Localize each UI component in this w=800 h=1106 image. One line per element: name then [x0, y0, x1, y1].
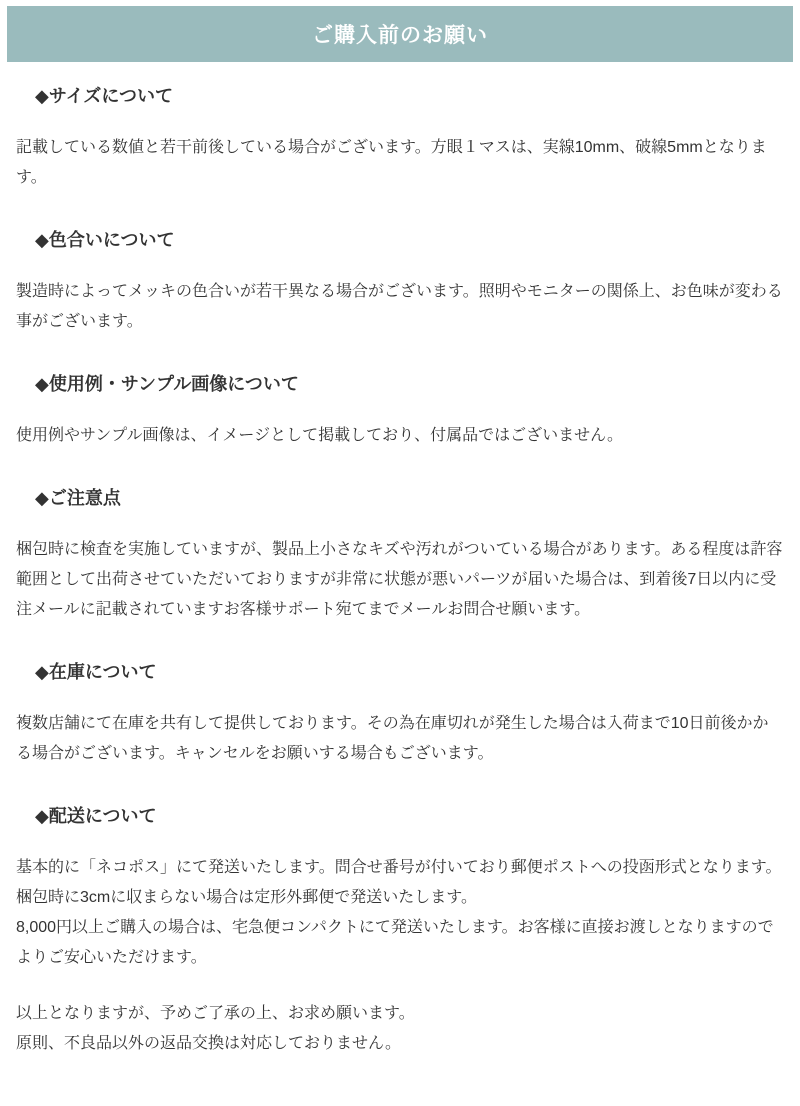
section-caution — [0, 487, 800, 625]
section-paragraph-color: 製造時によってメッキの色合いが若干異なる場合がございます。照明やモニターの関係上、お色味が変わる事がございます。 — [16, 283, 783, 330]
shipping-text-nekopos: 基本的に「ネコポス」にて発送いたします。問合せ番号が付いており郵便ポストへの投函形式となります。梱包時に3cmに収まらない場合は定形外郵便で発送いたします。 — [16, 859, 782, 906]
closing-line-acknowledgement: 以上となりますが、予めご了承の上、お求め願います。 — [16, 1005, 415, 1022]
section-paragraph-stock: 複数店舗にて在庫を共有して提供しております。その為在庫切れが発生した場合は入荷まで10日前後かかる場合がございます。キャンセルをお願いする場合もございます。 — [16, 715, 769, 762]
section-paragraph-caution: 梱包時に検査を実施していますが、製品上小さなキズや汚れがついている場合があります。ある程度は許容範囲として出荷させていただいておりますが非常に状態が悪いパーツが届いた場合は、到着後7日以内に受注メールに記載されていますお客様サポート宛てまでメールお問合せ願います。 — [16, 541, 783, 618]
section-heading-color: ◆色合いについて — [35, 230, 175, 250]
section-sample-images — [0, 373, 800, 451]
closing-line-returns-policy: 原則、不良品以外の返品交換は対応しておりません。 — [16, 1035, 401, 1052]
section-color — [0, 229, 800, 337]
section-heading-shipping: ◆配送について — [35, 806, 157, 826]
section-heading-size: ◆サイズについて — [35, 86, 174, 106]
section-paragraph-shipping — [16, 853, 784, 973]
closing-note — [16, 999, 784, 1059]
section-heading-caution: ◆ご注意点 — [35, 488, 121, 508]
section-heading-sample-images: ◆使用例・サンプル画像について — [35, 374, 299, 394]
section-heading-stock: ◆在庫について — [35, 662, 157, 682]
notice-header-bar — [7, 6, 793, 62]
section-size — [0, 85, 800, 193]
section-stock — [0, 661, 800, 769]
section-shipping — [0, 805, 800, 973]
shipping-text-compact: 8,000円以上ご購入の場合は、宅急便コンパクトにて発送いたします。お客様に直接お渡しとなりますのでよりご安心いただけます。 — [16, 919, 774, 966]
section-paragraph-size: 記載している数値と若干前後している場合がございます。方眼１マスは、実線10mm、破線5mmとなります。 — [16, 139, 767, 186]
section-paragraph-sample-images: 使用例やサンプル画像は、イメージとして掲載しており、付属品ではございません。 — [16, 427, 624, 444]
page-title: ご購入前のお願い — [312, 24, 488, 47]
